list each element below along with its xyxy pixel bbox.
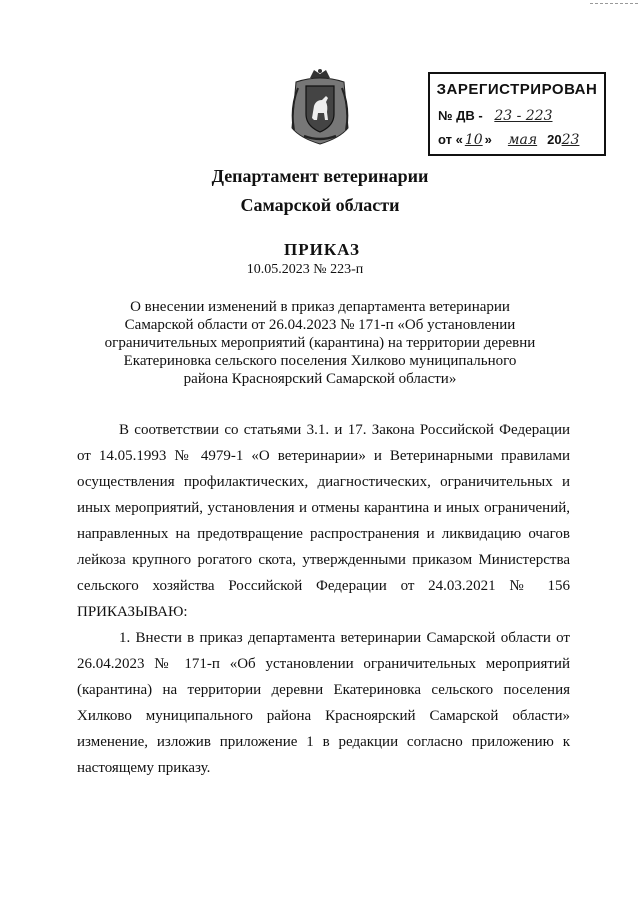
- body-paragraph-2: 1. Внести в приказ департамента ветеринарии Самарской области от 26.04.2023 № 171-п «Об установлении ограничительных мероприятий (карантина) на территории деревни Екатериновка сельского поселения Хилково муниципального района Красноярский Самарской области» изменение, изложив приложение 1 в редакции согласно приложению к настоящему приказу.: [77, 630, 570, 776]
- stamp-date-prefix: от «: [438, 132, 463, 147]
- stamp-date-month: мая: [507, 132, 538, 148]
- stamp-title: ЗАРЕГИСТРИРОВАН: [436, 81, 598, 98]
- org-name-line2: Самарской области: [240, 195, 400, 215]
- document-subject: О внесении изменений в приказ департамента ветеринарии Самарской области от 26.04.2023 № 171-п «Об установлении ограничительных мероприятий (карантина) на территории деревни Екатериновка сельского поселения Хилково муниципального района Красноярский Самарской области»: [104, 299, 536, 387]
- stamp-number-row: [438, 108, 598, 124]
- org-name-line1: Департамент ветеринарии: [211, 166, 429, 186]
- coat-of-arms-icon: [288, 68, 352, 146]
- stamp-date-row: [438, 132, 598, 148]
- scan-edge-line: [590, 3, 638, 4]
- document-date-number: 10.05.2023 № 223-п: [246, 262, 364, 277]
- stamp-year-prefix: 20: [547, 132, 562, 147]
- stamp-number-label: № ДВ -: [438, 108, 483, 123]
- stamp-date-day: 10: [464, 132, 483, 148]
- stamp-year-suffix: 23: [561, 132, 580, 148]
- registration-stamp: [428, 72, 606, 156]
- document-type: ПРИКАЗ: [284, 240, 360, 259]
- body-paragraph-1: В соответствии со статьями 3.1. и 17. Закона Российской Федерации от 14.05.1993 № 4979-1 «О ветеринарии» и Ветеринарными правилами осуществления профилактических, диагностических, ограничительных и иных мероприятий, установления и отмены карантина и иных ограничений, направленных на предотвращение распространения и ликвидацию очагов лейкоза крупного рогатого скота, утвержденными приказом Министерства сельского хозяйства Российской Федерации от 24.03.2021 № 156 ПРИКАЗЫВАЮ:: [77, 422, 570, 620]
- stamp-date-quote: »: [484, 132, 492, 147]
- stamp-number-value: 23 - 223: [494, 108, 553, 124]
